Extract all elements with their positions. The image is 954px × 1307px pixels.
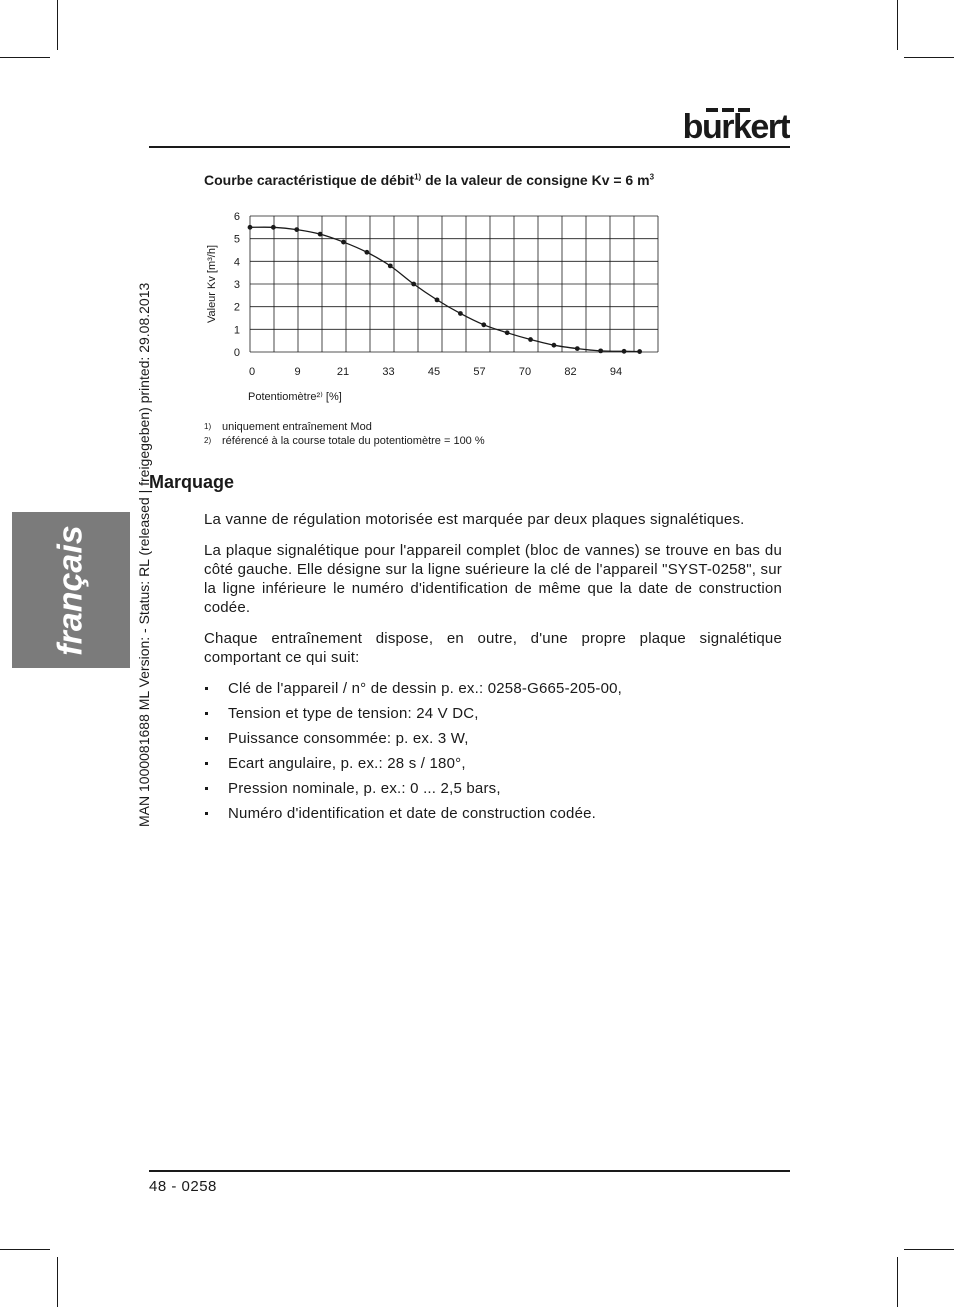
data-point <box>435 297 440 302</box>
y-tick-label: 4 <box>233 256 240 269</box>
data-point <box>248 225 253 230</box>
footer-rule <box>149 1170 790 1172</box>
data-point <box>622 349 627 354</box>
data-point <box>388 263 393 268</box>
section-title-marquage: Marquage <box>149 472 235 492</box>
list-item: Ecart angulaire, p. ex.: 28 s / 180°, <box>204 754 782 773</box>
y-tick-label: 2 <box>233 301 240 314</box>
x-tick-label: 82 <box>564 366 577 378</box>
language-tab-label: français <box>51 524 90 656</box>
data-point <box>505 330 510 335</box>
data-point <box>341 240 346 245</box>
burkert-logo <box>682 100 790 142</box>
crop-mark <box>897 1257 898 1307</box>
y-axis-label: Valeur Kv [m³/h] <box>206 244 218 324</box>
y-tick-label: 3 <box>233 279 240 291</box>
paragraph: Chaque entraînement dispose, en outre, d'une propre plaque signalétique comportant ce qui suit: <box>204 630 782 666</box>
data-point <box>552 343 557 348</box>
list-item: Tension et type de tension: 24 V DC, <box>204 704 782 723</box>
list-item: Pression nominale, p. ex.: 0 ... 2,5 bars, <box>204 779 782 798</box>
header-rule <box>149 146 790 148</box>
crop-mark <box>904 1249 954 1250</box>
data-point <box>318 232 323 237</box>
x-tick-label: 70 <box>518 366 532 378</box>
x-tick-label: 33 <box>382 366 395 378</box>
data-point <box>598 348 603 353</box>
x-tick-label: 0 <box>248 366 256 378</box>
x-tick-label: 45 <box>427 366 441 378</box>
chart-grid <box>250 216 658 352</box>
data-point <box>481 322 486 327</box>
crop-mark <box>0 1249 50 1250</box>
list-item: Puissance consommée: p. ex. 3 W, <box>204 729 782 748</box>
paragraph: La vanne de régulation motorisée est marquée par deux plaques signalétiques. <box>204 511 745 528</box>
y-tick-labels <box>234 211 240 359</box>
kv-data-points <box>248 225 642 354</box>
crop-mark <box>904 57 954 58</box>
x-tick-label: 21 <box>336 366 350 378</box>
footnote: 2) référencé à la course totale du potentiomètre = 100 % <box>204 435 485 447</box>
crop-mark <box>57 1257 58 1307</box>
crop-mark <box>897 0 898 50</box>
y-tick-label: 6 <box>233 211 240 223</box>
data-point <box>458 311 463 316</box>
x-tick-labels <box>249 366 622 378</box>
data-point <box>294 227 299 232</box>
y-tick-label: 5 <box>233 233 240 246</box>
list-item: Numéro d'identification et date de construction codée. <box>204 804 782 823</box>
paragraph: La plaque signalétique pour l'appareil complet (bloc de vannes) se trouve en bas du côté gauche. Elle désigne sur la ligne suérieure la clé de l'appareil "SYST-0258", sur la ligne inférieure le numéro d'identification de même que la date de construction codée. <box>204 542 782 616</box>
x-tick-label: 57 <box>473 366 486 378</box>
svg-text:burkert: burkert <box>682 108 790 142</box>
nameplate-bullet-list <box>204 679 782 823</box>
x-tick-label: 9 <box>294 366 301 378</box>
page-number: 48 - 0258 <box>149 1178 217 1195</box>
x-axis-label: Potentiomètre²⁾ [%] <box>248 391 342 403</box>
footnote: 1) uniquement entraînement Mod <box>204 421 372 433</box>
data-point <box>411 282 416 287</box>
marquage-body <box>204 510 782 829</box>
data-point <box>637 349 642 354</box>
data-point <box>528 337 533 342</box>
data-point <box>364 250 369 255</box>
data-point <box>575 346 580 351</box>
y-tick-label: 0 <box>233 347 240 359</box>
flow-characteristic-chart <box>200 200 670 410</box>
data-point <box>271 225 276 230</box>
list-item: Clé de l'appareil / n° de dessin p. ex.: 0258-G665-205-00, <box>204 679 782 698</box>
kv-curve <box>250 227 640 351</box>
y-tick-label: 1 <box>233 324 240 337</box>
crop-mark <box>0 57 50 58</box>
chart-title: Courbe caractéristique de débit$^{1)}$ de la valeur de consigne Kv = 6 $m^3$ <box>204 172 655 188</box>
x-tick-label: 94 <box>609 366 623 378</box>
chart-footnotes <box>204 420 485 448</box>
crop-mark <box>57 0 58 50</box>
